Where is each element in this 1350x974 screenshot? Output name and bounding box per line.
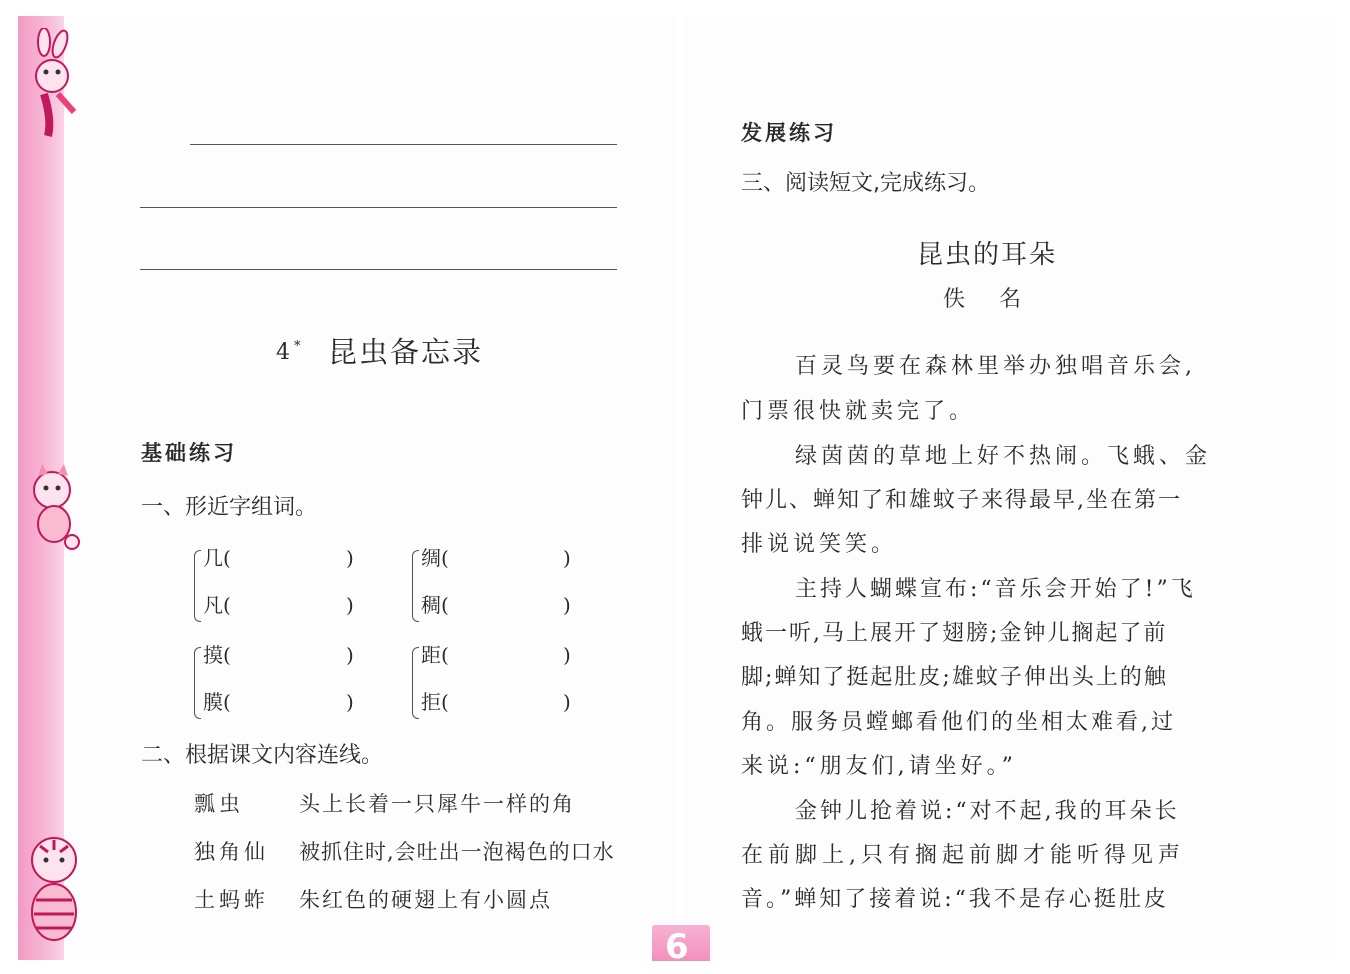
close-paren: ) <box>346 690 354 714</box>
lesson-number: 4 <box>276 340 290 365</box>
question-3-heading: 三、阅读短文,完成练习。 <box>741 171 990 196</box>
match-left-item: 独角仙 <box>194 840 269 864</box>
story-line: 主持人蝴蝶宣布:“音乐会开始了!”飞 <box>795 577 1196 602</box>
rabbit-mascot-icon <box>14 28 88 148</box>
lesson-mark: * <box>294 339 301 354</box>
char-item: 距( <box>421 643 449 667</box>
close-paren: ) <box>563 643 571 667</box>
close-paren: ) <box>346 593 354 617</box>
match-right-item: 被抓住时,会吐出一泡褐色的口水 <box>299 840 615 864</box>
story-line: 门票很快就卖完了。 <box>741 399 976 424</box>
brace <box>194 550 201 622</box>
close-paren: ) <box>346 546 354 570</box>
story-line: 音。”蝉知了接着说:“我不是存心挺肚皮 <box>741 887 1169 912</box>
question-1-heading: 一、形近字组词。 <box>141 495 318 520</box>
answer-line <box>140 269 617 270</box>
left-page <box>18 16 675 960</box>
story-line: 在前脚上,只有搁起前脚才能听得见声 <box>741 843 1185 868</box>
char-item: 绸( <box>421 546 449 570</box>
char-item: 几( <box>203 546 231 570</box>
char-item: 凡( <box>203 593 231 617</box>
story-line: 蛾一听,马上展开了翅膀;金钟儿搁起了前 <box>741 621 1168 646</box>
brace <box>412 550 419 622</box>
close-paren: ) <box>563 593 571 617</box>
match-right-item: 头上长着一只犀牛一样的角 <box>299 792 575 816</box>
close-paren: ) <box>563 546 571 570</box>
story-line: 角。服务员螳螂看他们的坐相太难看,过 <box>741 710 1176 735</box>
tiger-mascot-icon <box>14 830 88 950</box>
story-line: 百灵鸟要在森林里举办独唱音乐会, <box>795 354 1196 379</box>
match-right-item: 朱红色的硬翅上有小圆点 <box>299 888 552 912</box>
story-title: 昆虫的耳朵 <box>917 240 1058 270</box>
question-2-heading: 二、根据课文内容连线。 <box>141 743 384 768</box>
lesson-title: 昆虫备忘录 <box>328 335 484 369</box>
close-paren: ) <box>563 690 571 714</box>
close-paren: ) <box>346 643 354 667</box>
story-line: 脚;蝉知了挺起肚皮;雄蚊子伸出头上的触 <box>741 665 1168 690</box>
char-item: 稠( <box>421 593 449 617</box>
story-line: 钟儿、蝉知了和雄蚊子来得最早,坐在第一 <box>741 488 1182 513</box>
match-left-item: 瓢虫 <box>194 792 244 816</box>
brace <box>412 647 419 719</box>
page-number: 6 <box>665 927 689 967</box>
char-item: 膜( <box>203 690 231 714</box>
section-dev-heading: 发展练习 <box>741 121 837 145</box>
answer-line <box>190 144 617 145</box>
char-item: 拒( <box>421 690 449 714</box>
section-basic-heading: 基础练习 <box>141 441 237 465</box>
story-line: 来说:“朋友们,请坐好。” <box>741 754 1017 779</box>
story-author: 佚名 <box>943 287 1056 312</box>
cat-mascot-icon <box>14 462 88 552</box>
story-line: 排说说笑笑。 <box>741 532 898 557</box>
story-line: 绿茵茵的草地上好不热闹。飞蛾、金 <box>795 444 1212 469</box>
match-left-item: 土蚂蚱 <box>194 888 269 912</box>
story-line: 金钟儿抢着说:“对不起,我的耳朵长 <box>795 799 1180 824</box>
char-item: 摸( <box>203 643 231 667</box>
brace <box>194 647 201 719</box>
answer-line <box>140 207 617 208</box>
